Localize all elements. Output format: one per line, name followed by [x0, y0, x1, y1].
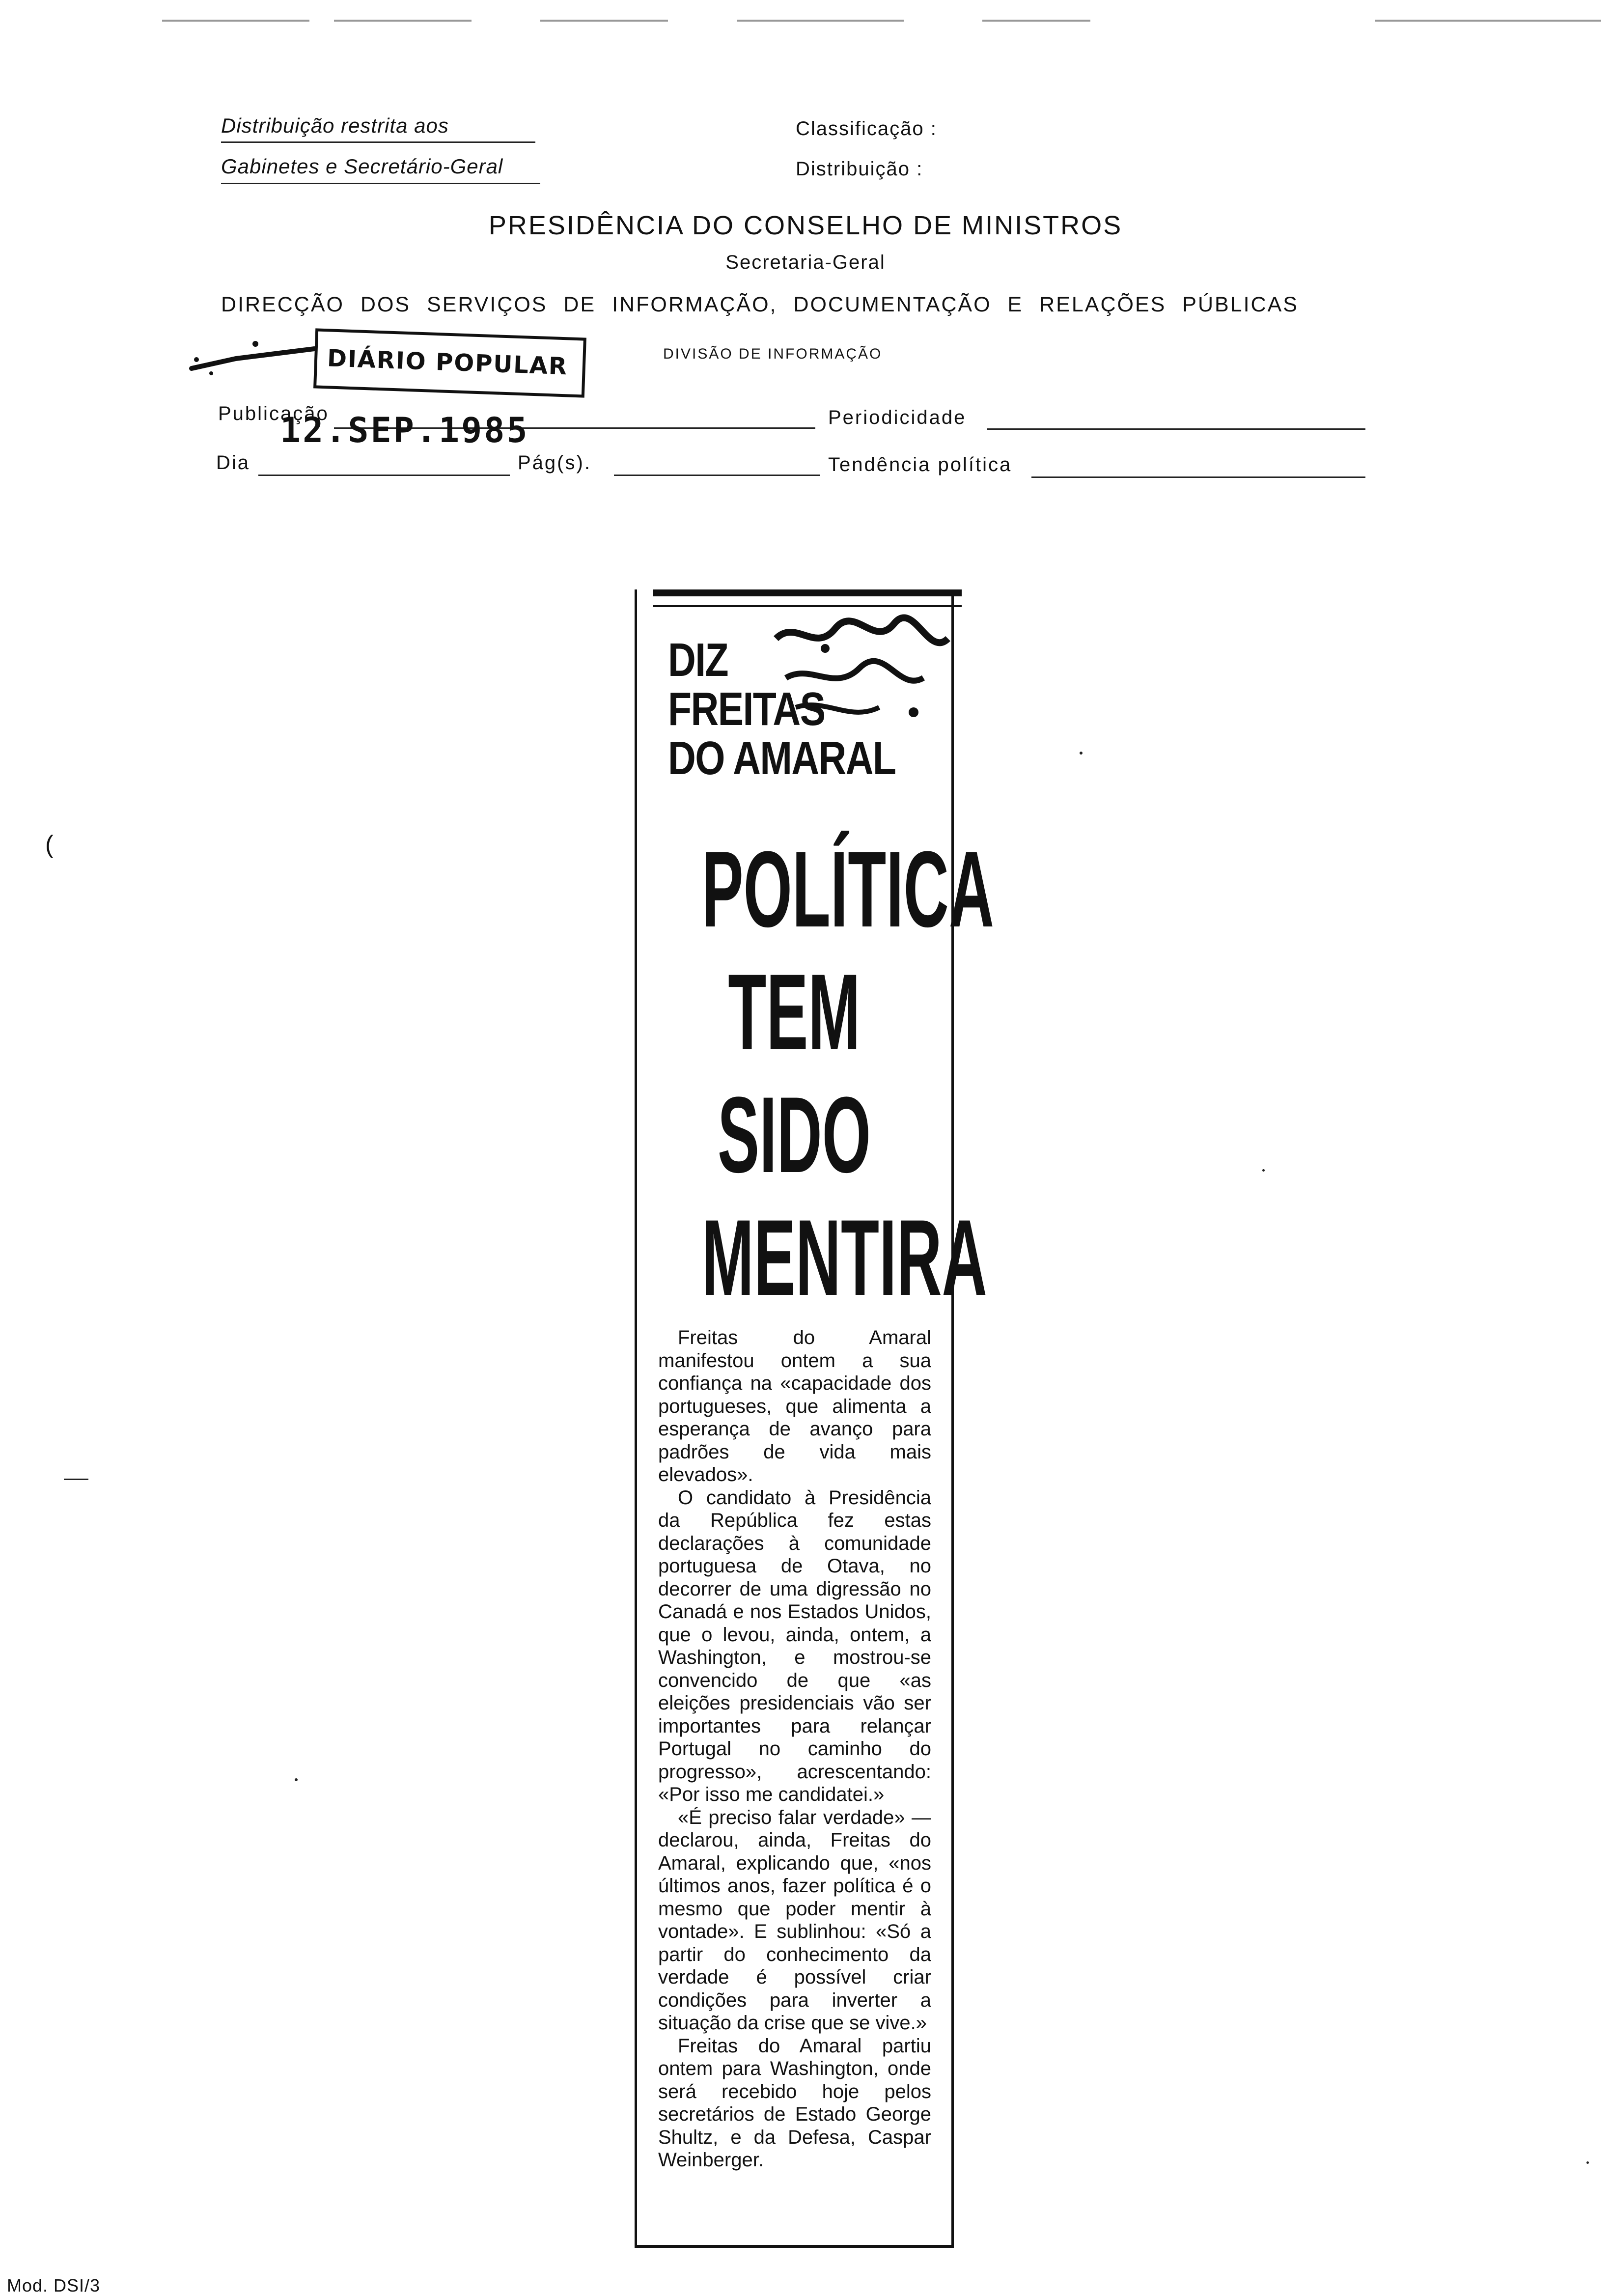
tendencia-label: Tendência política	[828, 454, 1012, 476]
distribuicao-label: Distribuição :	[796, 158, 923, 180]
speck	[295, 1778, 298, 1781]
ministry-title: PRESIDÊNCIA DO CONSELHO DE MINISTROS	[488, 211, 1123, 240]
speck	[1262, 1169, 1265, 1172]
headline-line: MENTIRA	[701, 1197, 987, 1318]
article-paragraph: Freitas do Amaral partiu ontem para Washington, onde será recebido hoje pelos secretários de Estado George Shultz, e da Defesa, Caspar Weinberger.	[658, 2035, 931, 2171]
stray-mark: (	[45, 831, 54, 858]
date-stamp: 12.SEP.1985	[280, 410, 529, 450]
dia-line	[258, 475, 510, 476]
speck	[1586, 2161, 1589, 2164]
scan-artifact	[1375, 20, 1601, 22]
kicker-line: FREITAS	[668, 683, 825, 735]
pags-label: Pág(s).	[518, 452, 591, 474]
dia-label: Dia	[216, 452, 250, 474]
periodicidade-label: Periodicidade	[828, 407, 967, 428]
stray-mark	[64, 1479, 88, 1480]
publicacao-label: Publicação	[218, 403, 329, 424]
pags-line	[614, 475, 820, 476]
article-body	[658, 1326, 931, 2172]
ink-scribble	[766, 609, 963, 737]
kicker-line: DIZ	[668, 634, 728, 686]
secretaria-geral: Secretaria-Geral	[725, 252, 886, 273]
scan-artifact	[982, 20, 1090, 22]
stamp-smudge	[177, 324, 324, 393]
article-paragraph: O candidato à Presidência da República fez estas declarações à comunidade portuguesa de Otava, no decorrer de uma digressão no Canadá e nos Estados Unidos, que o levou, ainda, ontem, a Washington, e mostrou-se convencido de que «as eleições presidenciais vão ser importantes para relançar Portugal no caminho do progresso», acrescentando: «Por isso me candidatei.»	[658, 1486, 931, 1805]
restricted-distribution-line2: Gabinetes e Secretário-Geral	[221, 155, 503, 178]
scan-artifact	[334, 20, 472, 22]
direccao-title: DIRECÇÃO DOS SERVIÇOS DE INFORMAÇÃO, DOCUMENTAÇÃO E RELAÇÕES PÚBLICAS	[221, 293, 1299, 316]
publication-name: DIÁRIO POPULAR	[327, 344, 568, 381]
underline	[221, 183, 540, 184]
publication-stamp	[313, 328, 586, 397]
article-paragraph: Freitas do Amaral manifestou ontem a sua confiança na «capacidade dos portugueses, que alimenta a esperança de avanço para padrões de vida mais elevados».	[658, 1327, 931, 1485]
headline-line: TEM	[728, 952, 861, 1072]
headline-line: SIDO	[718, 1074, 871, 1195]
headline-line: POLÍTICA	[701, 829, 994, 950]
classificacao-label: Classificação :	[796, 118, 937, 140]
divisao-title: DIVISÃO DE INFORMAÇÃO	[663, 346, 883, 362]
kicker-line: DO AMARAL	[668, 732, 896, 784]
article-paragraph: «É preciso falar verdade» — declarou, ainda, Freitas do Amaral, explicando que, «nos últimos anos, fazer política é o mesmo que poder mentir à vontade». E sublinhou: «Só a partir do conhecimento da verdade é possível criar condições para inverter a situação da crise que se vive.»	[658, 1806, 931, 2034]
periodicidade-line	[987, 428, 1365, 430]
restricted-distribution-line1: Distribuição restrita aos	[221, 114, 449, 137]
tendencia-line	[1031, 476, 1365, 478]
scan-artifact	[737, 20, 904, 22]
speck	[1080, 752, 1083, 755]
scan-artifact	[162, 20, 309, 22]
model-code: Mod. DSI/3	[7, 2275, 101, 2296]
underline	[221, 141, 535, 143]
scan-artifact	[540, 20, 668, 22]
